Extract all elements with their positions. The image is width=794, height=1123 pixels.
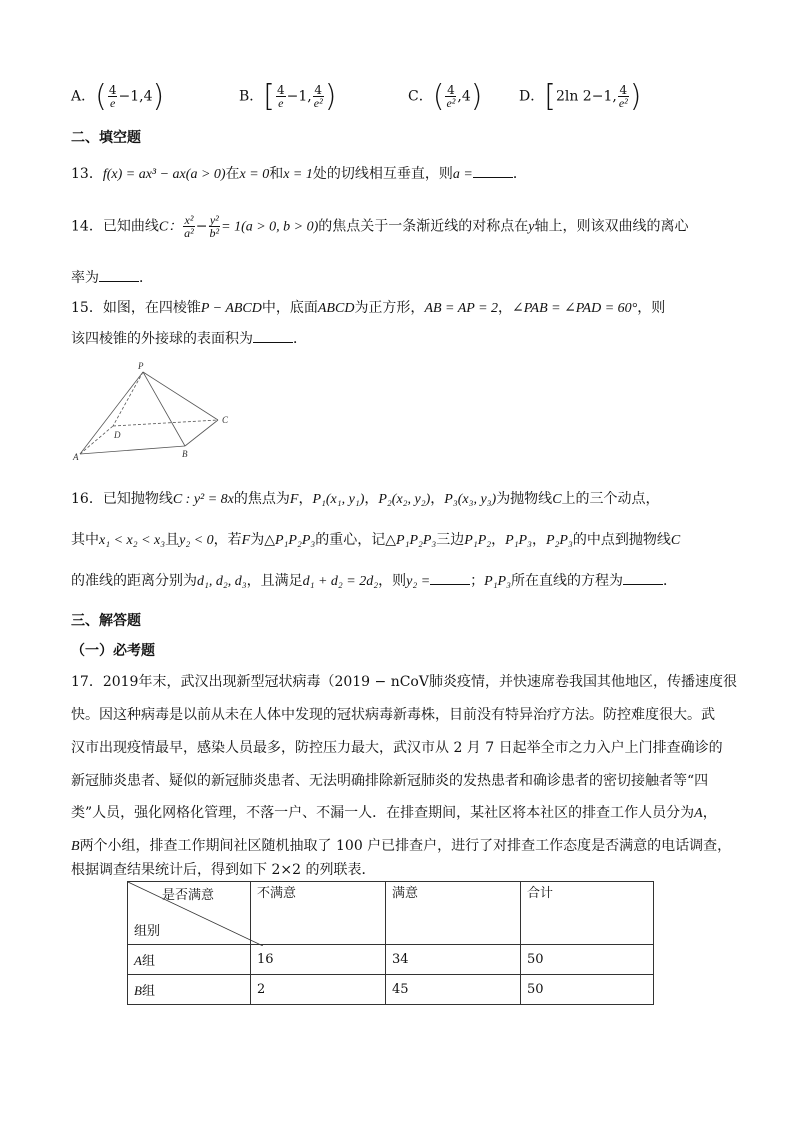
corner-bottom-label: 组别 <box>134 924 161 939</box>
label-d: D <box>114 430 121 440</box>
answer-blank <box>253 328 293 343</box>
edge-ad <box>80 426 113 454</box>
edge-pd <box>113 372 143 426</box>
edge-pb <box>143 372 185 446</box>
question-17-line6: B两个小组，排查工作期间社区随机抽取了 100 户已排查户，进行了对排查工作态度是否满意的电话调查， <box>71 838 732 854</box>
edge-pc <box>143 372 218 420</box>
answer-blank <box>623 570 663 585</box>
option-d: D．[2ln 2−1, $\frac{4}{\text{e²}}$ ) <box>519 79 642 114</box>
edge-ab <box>80 446 185 454</box>
pyramid-figure <box>70 360 240 460</box>
label-c: C <box>222 415 229 425</box>
option-b: B．[ $\frac{4}{e}$ −1, $\frac{4}{\text{e²}}$ ) <box>239 79 337 114</box>
question-16-line2: 其中x₁ < x₂ < x₃且y₂ < 0，若F为△P₁P₂P₃的重心，记△P₁P₂P₃三边P₁P₂，P₁P₃，P₂P₃的中点到抛物线C <box>71 532 681 548</box>
question-17-line7: 根据调查结果统计后，得到如下 2×2 的列联表． <box>71 862 376 878</box>
table-row-group: B组 <box>128 975 251 1005</box>
question-16-line3: 的准线的距离分别为d₁, d₂, d₃，且满足d₁ + d₂ = 2d₂，则y₂ = ；P₁P₃所在直线的方程为 ． <box>71 570 677 592</box>
table-header: 合计 <box>521 882 654 945</box>
question-17-line1: 17．2019年末，武汉出现新型冠状病毒（2019 − nCoV肺炎疫情，并快速席卷我国其他地区，传播速度很 <box>71 674 737 690</box>
table-header-row <box>128 882 654 945</box>
label-b: B <box>182 449 188 459</box>
table-row <box>128 975 654 1005</box>
section-answer-title: 三、解答题 <box>71 613 141 629</box>
contingency-table <box>127 881 654 1005</box>
label-p: P <box>138 361 144 371</box>
section-required-subtitle: （一）必考题 <box>71 643 155 659</box>
answer-blank <box>473 163 513 178</box>
question-17-line3: 汉市出现疫情最早，感染人员最多，防控压力最大，武汉市从 2 月 7 日起举全市之力入户上门排查确诊的 <box>71 740 723 756</box>
question-16: 16．已知抛物线C : y² = 8x的焦点为F，P₁(x₁, y₁)，P₂(x₂, y₂)，P₃(x₃, y₃)为抛物线C上的三个动点， <box>71 491 660 507</box>
table-cell: 2 <box>251 975 386 1005</box>
edge-pa <box>80 372 143 454</box>
table-cell: 50 <box>521 945 654 975</box>
table-header: 不满意 <box>251 882 386 945</box>
edge-bc <box>185 420 218 446</box>
option-c: C．( $\frac{4}{\text{e²}}$ ,4) <box>408 79 483 114</box>
question-15-line2: 该四棱锥的外接球的表面积为 ． <box>71 328 307 349</box>
edge-dc <box>113 420 218 426</box>
table-cell: 45 <box>386 975 521 1005</box>
table-cell: 34 <box>386 945 521 975</box>
table-row-group: A组 <box>128 945 251 975</box>
question-17-line4: 新冠肺炎患者、疑似的新冠肺炎患者、无法明确排除新冠肺炎的发热患者和确诊患者的密切接触者等“四 <box>71 773 709 789</box>
answer-blank <box>430 570 470 585</box>
option-a: A．( $\frac{4}{e}$ −1,4) <box>71 79 165 114</box>
corner-top-label: 是否满意 <box>162 888 215 903</box>
question-17-line2: 快。因这种病毒是以前从未在人体中发现的冠状病毒新毒株，目前没有特异治疗方法。防控难度很大。武 <box>71 707 715 723</box>
label-a: A <box>73 452 79 460</box>
question-17-line5: 类”人员，强化网格化管理，不落一户、不漏一人．在排查期间，某社区将本社区的排查工作人员分为A， <box>71 805 717 821</box>
question-13: 13．f(x) = ax³ − ax(a > 0)在x = 0和x = 1处的切线相互垂直，则a = ． <box>71 163 527 185</box>
answer-blank <box>99 267 139 282</box>
table-corner-cell <box>128 882 251 945</box>
table-row <box>128 945 654 975</box>
question-14-line2: 率为 ． <box>71 267 153 288</box>
question-15: 15．如图，在四棱锥P − ABCD中，底面ABCD为正方形，AB = AP = 2，∠PAB = ∠PAD = 60°，则 <box>71 300 666 316</box>
table-header: 满意 <box>386 882 521 945</box>
section-fill-in-title: 二、填空题 <box>71 130 141 146</box>
table-cell: 16 <box>251 945 386 975</box>
question-14: 14．已知曲线C： $\frac{\text{x²}}{\text{a²}}$ − $\frac{\text{y²}}{\text{b²}}$ = 1(a > 0, b > 0)的焦点关于一条渐近线的对称点在y轴上，则该双曲线的离心 <box>71 213 689 240</box>
table-cell: 50 <box>521 975 654 1005</box>
